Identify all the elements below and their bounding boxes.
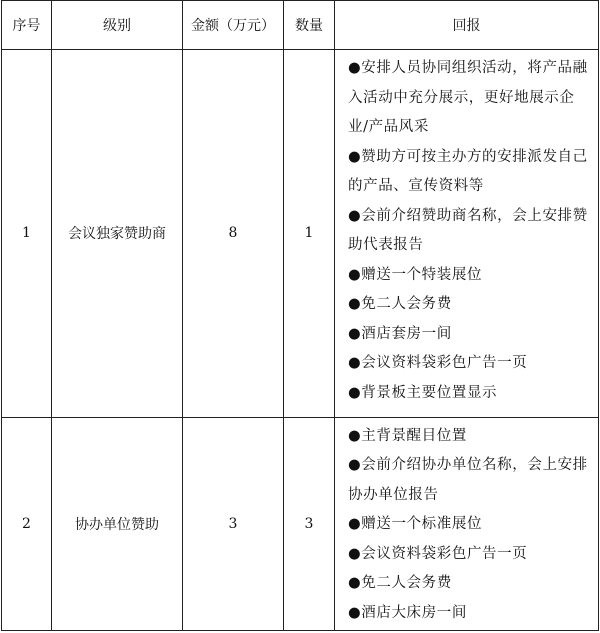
benefit-item: ●会议资料袋彩色广告一页 [348, 545, 528, 562]
table-header [2, 1, 599, 50]
cell-quantity: 3 [284, 417, 335, 630]
cell-level: 会议独家赞助商 [52, 50, 183, 418]
header-amount: 金额（万元） [183, 1, 284, 50]
cell-amount: 3 [183, 417, 284, 630]
benefit-item: ●主背景醒目位置 [348, 427, 467, 444]
header-benefits: 回报 [335, 1, 599, 50]
benefits-list [348, 54, 592, 408]
benefit-item: ●会前介绍协办单位名称，会上安排协办单位报告 [348, 457, 588, 503]
benefit-item: ●酒店大床房一间 [348, 604, 467, 621]
cell-index: 2 [2, 417, 52, 630]
header-level: 级别 [52, 1, 183, 50]
table-body [2, 50, 599, 631]
cell-level: 协办单位赞助 [52, 417, 183, 630]
benefit-item: ●免二人会务费 [348, 296, 452, 312]
header-quantity: 数量 [284, 1, 335, 50]
benefit-item: ●酒店套房一间 [348, 325, 452, 342]
cell-quantity: 1 [284, 50, 335, 418]
benefit-item: ●安排人员协同组织活动，将产品融入活动中充分展示，更好地展示企业/产品风采 [348, 60, 588, 135]
benefit-item: ●会前介绍赞助商名称，会上安排赞助代表报告 [348, 207, 588, 253]
table-row-co-organizer [2, 417, 599, 630]
header-row [2, 1, 599, 50]
benefit-item: ●会议资料袋彩色广告一页 [348, 355, 528, 371]
cell-index: 1 [2, 50, 52, 418]
sponsorship-table [1, 0, 599, 631]
cell-benefits [335, 50, 599, 418]
benefit-item: ●赠送一个特装展位 [348, 266, 483, 283]
benefit-item: ●赞助方可按主办方的安排派发自己的产品、宣传资料等 [348, 148, 588, 194]
benefits-list [348, 422, 592, 629]
benefit-item: ●赠送一个标准展位 [348, 516, 483, 533]
table-row-exclusive-sponsor [2, 50, 599, 418]
benefit-item: ●免二人会务费 [348, 575, 452, 592]
cell-benefits [335, 417, 599, 630]
benefit-item: ●背景板主要位置显示 [348, 384, 498, 401]
cell-amount: 8 [183, 50, 284, 418]
header-index: 序号 [2, 1, 52, 50]
